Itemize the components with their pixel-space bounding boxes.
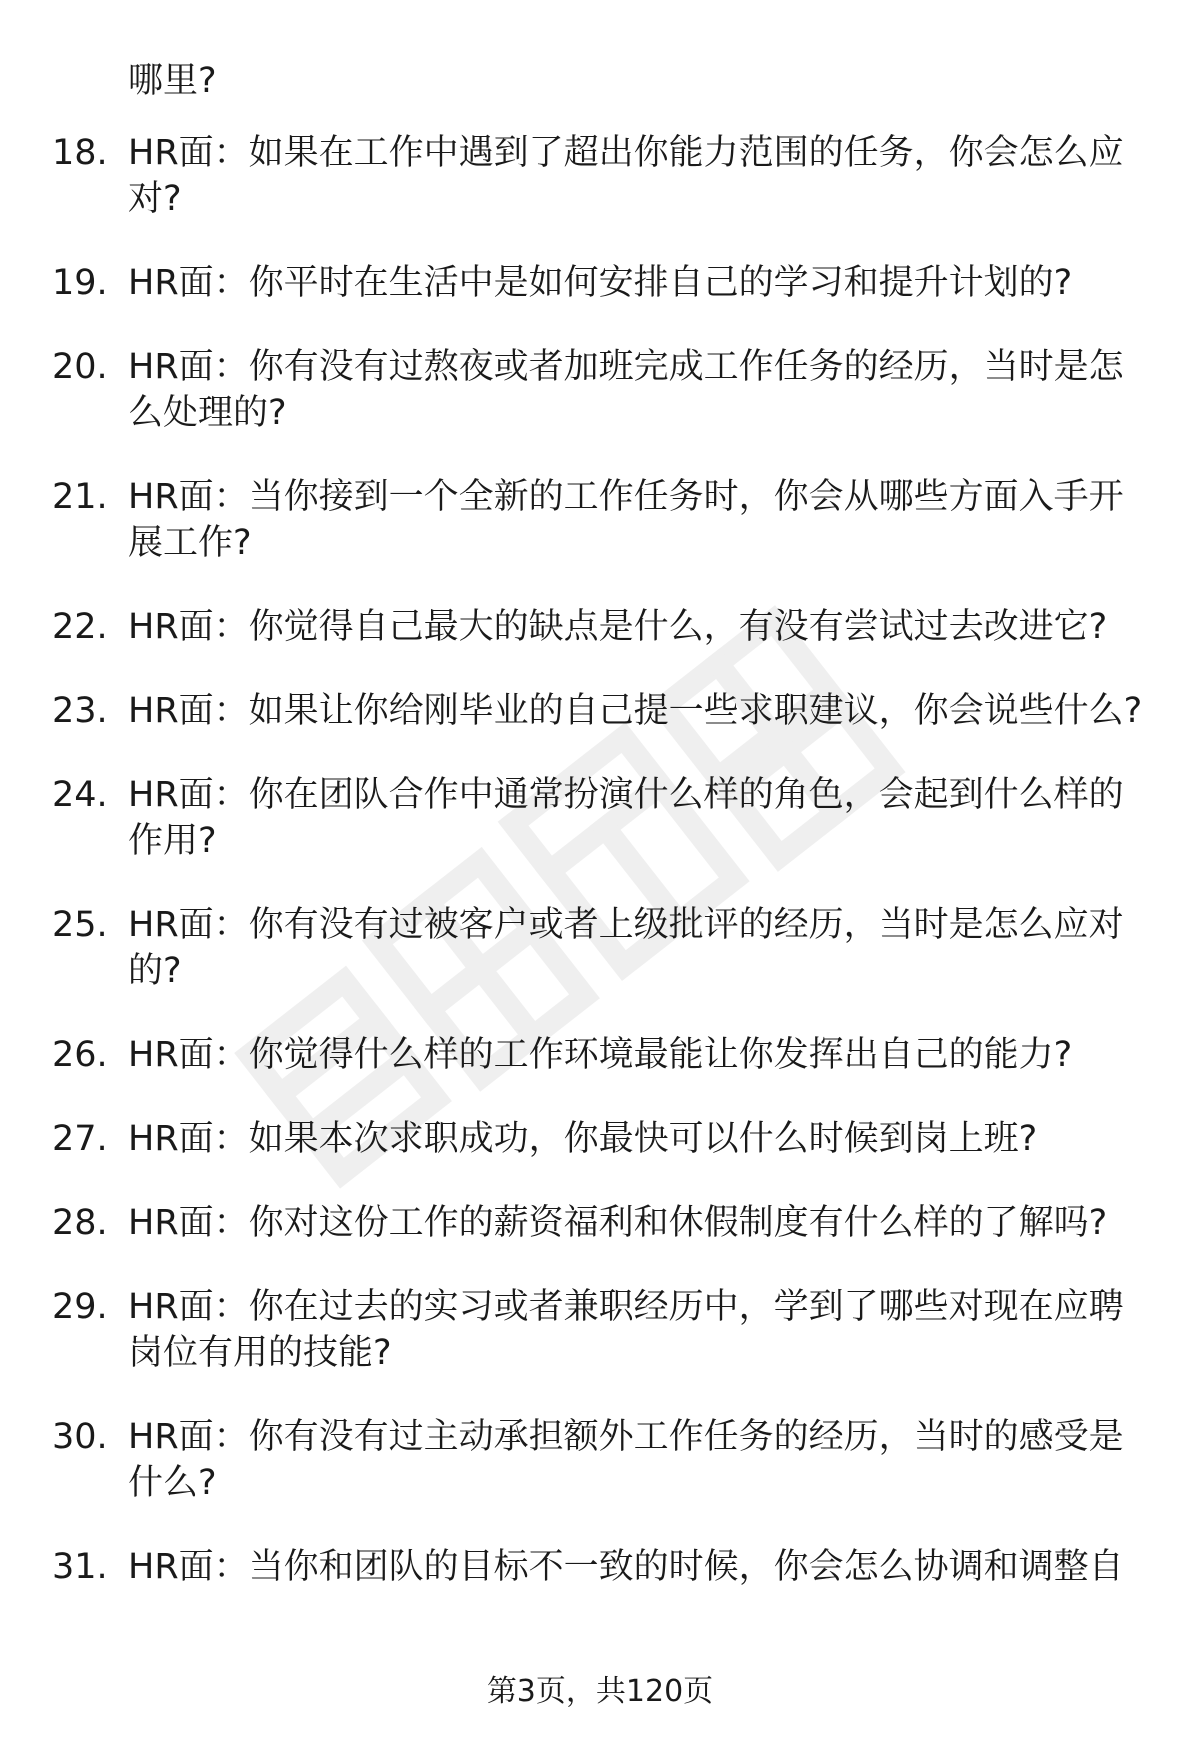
question-list	[0, 130, 1200, 1628]
question-text: HR面：你有没有过熬夜或者加班完成工作任务的经历，当时是怎么处理的?	[128, 347, 1124, 433]
question-number: 26.	[52, 1035, 108, 1075]
question-text: HR面：你有没有过被客户或者上级批评的经历，当时是怎么应对的?	[128, 905, 1124, 991]
question-number: 24.	[52, 775, 108, 815]
question-item	[0, 688, 1200, 734]
question-item	[0, 604, 1200, 650]
question-text: HR面：当你接到一个全新的工作任务时，你会从哪些方面入手开展工作?	[128, 477, 1124, 563]
question-number: 30.	[52, 1417, 108, 1457]
question-text: HR面：当你和团队的目标不一致的时候，你会怎么协调和调整自	[128, 1547, 1124, 1587]
question-number: 18.	[52, 133, 108, 173]
question-text: HR面：你在过去的实习或者兼职经历中，学到了哪些对现在应聘岗位有用的技能?	[128, 1287, 1124, 1373]
question-item	[0, 902, 1200, 994]
question-item	[0, 1284, 1200, 1376]
question-text: HR面：你有没有过主动承担额外工作任务的经历，当时的感受是什么?	[128, 1417, 1124, 1503]
continued-question-text: 哪里?	[128, 61, 217, 101]
question-text: HR面：你平时在生活中是如何安排自己的学习和提升计划的?	[128, 263, 1073, 303]
question-text: HR面：你觉得什么样的工作环境最能让你发挥出自己的能力?	[128, 1035, 1073, 1075]
question-item	[0, 130, 1200, 222]
question-item	[0, 772, 1200, 864]
question-number: 29.	[52, 1287, 108, 1327]
question-number: 28.	[52, 1203, 108, 1243]
question-number: 23.	[52, 691, 108, 731]
question-item	[0, 344, 1200, 436]
question-text: HR面：你对这份工作的薪资福利和休假制度有什么样的了解吗?	[128, 1203, 1108, 1243]
question-number: 21.	[52, 477, 108, 517]
question-item	[0, 260, 1200, 306]
question-number: 27.	[52, 1119, 108, 1159]
question-number: 20.	[52, 347, 108, 387]
question-item	[0, 1032, 1200, 1078]
question-text: HR面：如果在工作中遇到了超出你能力范围的任务，你会怎么应对?	[128, 133, 1124, 219]
question-text: HR面：你觉得自己最大的缺点是什么，有没有尝试过去改进它?	[128, 607, 1108, 647]
question-item	[0, 1200, 1200, 1246]
question-item	[0, 1544, 1200, 1590]
page-footer: 第3页，共120页	[486, 1674, 714, 1709]
question-text: HR面：如果让你给刚毕业的自己提一些求职建议，你会说些什么?	[128, 691, 1143, 731]
question-number: 19.	[52, 263, 108, 303]
question-number: 31.	[52, 1547, 108, 1587]
question-item	[0, 474, 1200, 566]
question-number: 25.	[52, 905, 108, 945]
question-item	[0, 1116, 1200, 1162]
question-text: HR面：如果本次求职成功，你最快可以什么时候到岗上班?	[128, 1119, 1038, 1159]
question-number: 22.	[52, 607, 108, 647]
question-text: HR面：你在团队合作中通常扮演什么样的角色，会起到什么样的作用?	[128, 775, 1124, 861]
question-item	[0, 1414, 1200, 1506]
